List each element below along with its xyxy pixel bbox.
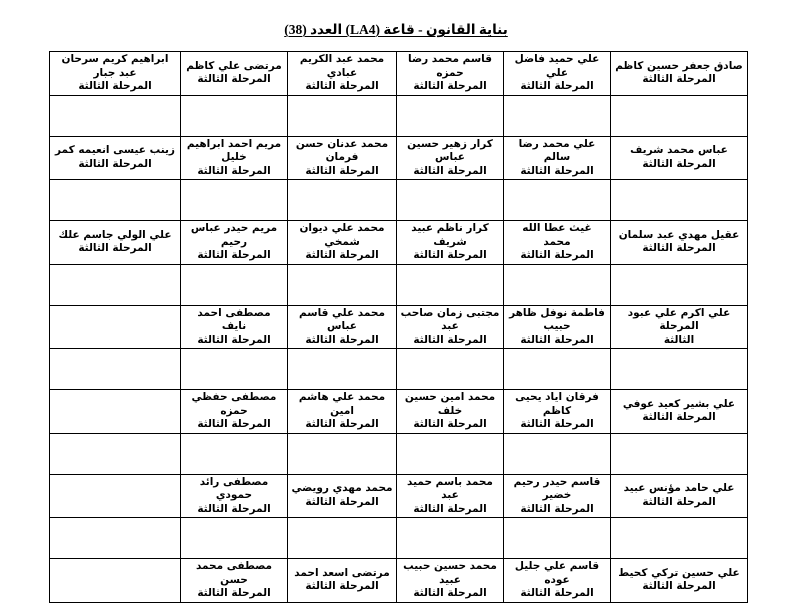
student-stage: المرحلة الثالثة (78, 242, 152, 255)
student-stage: المرحلة الثالثة (520, 502, 594, 515)
student-name: قاسم علي جليل عوده (514, 560, 600, 586)
student-name: محمد امين حسين خلف (404, 391, 496, 417)
student-stage: المرحلة الثالثة (642, 580, 716, 593)
empty-cell (50, 433, 181, 474)
empty-cell (397, 518, 504, 559)
empty-cell (181, 264, 288, 305)
student-stage: المرحلة الثالثة (197, 164, 271, 177)
student-stage: المرحلة الثالثة (413, 418, 487, 430)
student-name: فرقان اياد يحيى كاظم (515, 391, 599, 417)
student-name: غيث عطا الله محمد (522, 222, 592, 248)
student-cell (288, 52, 397, 96)
empty-cell (288, 433, 397, 474)
empty-cell (50, 305, 181, 349)
student-name: قاسم حيدر رحيم خضير (513, 475, 601, 501)
names-row (50, 52, 748, 96)
student-cell (611, 305, 748, 349)
student-stage: المرحلة الثالثة (197, 502, 271, 515)
student-cell (504, 390, 611, 434)
student-cell (397, 559, 504, 603)
student-name: علي بشير كعيد عوفي (622, 397, 736, 410)
student-name: مرتضى علي كاظم (186, 59, 282, 72)
student-cell (611, 474, 748, 518)
student-cell (181, 221, 288, 265)
empty-cell (504, 95, 611, 136)
student-name: كرار ناظم عبيد شريف (411, 222, 489, 248)
empty-cell (181, 180, 288, 221)
student-stage: المرحلة الثالثة (305, 249, 379, 261)
student-cell (397, 474, 504, 518)
student-stage: المرحلة الثالثة (520, 418, 594, 430)
empty-cell (288, 518, 397, 559)
student-cell (288, 221, 397, 265)
student-cell (288, 136, 397, 180)
empty-cell (50, 180, 181, 221)
names-row (50, 136, 748, 180)
student-cell (288, 305, 397, 349)
empty-cell (397, 264, 504, 305)
student-cell (50, 221, 181, 265)
student-name: محمد مهدي رويضي (291, 482, 393, 495)
student-name: زينب عيسى انعيمه كمر (55, 144, 175, 157)
student-name: محمد علي قاسم عباس (299, 306, 385, 332)
spacer-row (50, 95, 748, 136)
names-row (50, 474, 748, 518)
student-name: مريم احمد ابراهيم خليل (186, 137, 282, 163)
empty-cell (181, 95, 288, 136)
empty-cell (288, 95, 397, 136)
empty-cell (181, 349, 288, 390)
empty-cell (288, 180, 397, 221)
student-cell (288, 559, 397, 603)
roster-table (49, 51, 748, 603)
student-name: مجتبى زمان صاحب عبد (400, 306, 500, 332)
page-title: بناية القانون - قاعة (LA4) العدد (38) (284, 22, 508, 37)
student-stage: المرحلة الثالثة (413, 333, 487, 346)
student-stage: المرحلة الثالثة (78, 80, 152, 92)
student-cell (611, 390, 748, 434)
student-name: محمد علي ديوان شمخي (299, 222, 385, 248)
student-stage: المرحلة الثالثة (642, 242, 716, 255)
student-stage: المرحلة الثالثة (413, 587, 487, 599)
student-stage: المرحلة الثالثة (197, 333, 271, 346)
spacer-row (50, 264, 748, 305)
empty-cell (504, 180, 611, 221)
student-name: ابراهيم كريم سرحان عبد جبار (61, 53, 169, 79)
student-name: عباس محمد شريف (630, 144, 728, 157)
empty-cell (50, 390, 181, 434)
student-stage: المرحلة الثالثة (305, 495, 379, 508)
names-row (50, 559, 748, 603)
student-name: محمد حسين حبيب عبيد (403, 560, 497, 586)
student-stage: المرحلة الثالثة (413, 164, 487, 177)
empty-cell (611, 433, 748, 474)
student-name: صادق جعفر حسين كاظم (615, 59, 743, 72)
empty-cell (50, 518, 181, 559)
student-cell (504, 559, 611, 603)
student-name: مصطفى حفظي حمزه (191, 391, 277, 417)
student-stage: المرحلة الثالثة (305, 80, 379, 92)
names-row (50, 221, 748, 265)
student-name: علي حسين تركي كحيط (618, 566, 740, 579)
empty-cell (611, 180, 748, 221)
student-name: مصطفى رائد حمودي (199, 475, 269, 501)
student-stage: المرحلة الثالثة (413, 249, 487, 261)
student-cell (397, 136, 504, 180)
empty-cell (504, 433, 611, 474)
student-stage: الثالثة (663, 333, 695, 346)
empty-cell (50, 264, 181, 305)
student-cell (504, 136, 611, 180)
student-cell (397, 305, 504, 349)
student-stage: المرحلة الثالثة (305, 164, 379, 177)
student-cell (181, 136, 288, 180)
student-stage: المرحلة الثالثة (520, 80, 594, 92)
student-stage: المرحلة الثالثة (413, 80, 487, 92)
student-cell (181, 559, 288, 603)
student-stage: المرحلة الثالثة (642, 157, 716, 170)
student-cell (504, 305, 611, 349)
empty-cell (397, 180, 504, 221)
student-name: محمد باسم حميد عبد (407, 475, 493, 501)
student-stage: المرحلة الثالثة (197, 73, 271, 86)
empty-cell (50, 559, 181, 603)
student-name: محمد عبد الكريم عبادي (299, 53, 385, 79)
student-cell (288, 390, 397, 434)
student-cell (181, 305, 288, 349)
student-name: مصطفى احمد نايف (197, 306, 271, 332)
student-cell (611, 221, 748, 265)
empty-cell (397, 433, 504, 474)
empty-cell (288, 349, 397, 390)
student-stage: المرحلة الثالثة (78, 157, 152, 170)
student-name: علي اكرم علي عبود المرحلة (627, 306, 731, 332)
student-name: مرتضى اسعد احمد (294, 566, 390, 579)
empty-cell (504, 349, 611, 390)
student-name: محمد علي هاشم امين (298, 391, 386, 417)
student-stage: المرحلة الثالثة (642, 411, 716, 424)
student-cell (50, 136, 181, 180)
student-name: كرار زهير حسين عباس (407, 137, 493, 163)
student-stage: المرحلة الثالثة (520, 333, 594, 346)
student-cell (397, 52, 504, 96)
student-stage: المرحلة الثالثة (520, 587, 594, 599)
student-cell (50, 52, 181, 96)
empty-cell (611, 518, 748, 559)
student-cell (504, 52, 611, 96)
spacer-row (50, 349, 748, 390)
student-cell (504, 221, 611, 265)
student-cell (611, 52, 748, 96)
empty-cell (181, 433, 288, 474)
empty-cell (611, 349, 748, 390)
student-cell (181, 52, 288, 96)
student-name: علي الولي جاسم علك (58, 228, 172, 241)
student-cell (397, 221, 504, 265)
student-name: مريم حيدر عباس رحيم (190, 222, 278, 248)
names-row (50, 305, 748, 349)
student-cell (611, 559, 748, 603)
student-cell (504, 474, 611, 518)
spacer-row (50, 433, 748, 474)
roster-table-body (50, 52, 748, 603)
empty-cell (288, 264, 397, 305)
student-name: عقيل مهدي عبد سلمان (618, 228, 740, 241)
empty-cell (50, 349, 181, 390)
student-cell (288, 474, 397, 518)
empty-cell (397, 95, 504, 136)
student-stage: المرحلة الثالثة (305, 333, 379, 346)
empty-cell (50, 474, 181, 518)
empty-cell (397, 349, 504, 390)
student-cell (181, 474, 288, 518)
names-row (50, 390, 748, 434)
student-stage: المرحلة الثالثة (642, 495, 716, 508)
student-stage: المرحلة الثالثة (305, 418, 379, 430)
empty-cell (504, 518, 611, 559)
empty-cell (504, 264, 611, 305)
student-stage: المرحلة الثالثة (520, 249, 594, 261)
empty-cell (181, 518, 288, 559)
student-stage: المرحلة الثالثة (197, 418, 271, 430)
student-stage: المرحلة الثالثة (305, 580, 379, 593)
student-name: قاسم محمد رضا حمزه (408, 53, 492, 79)
student-name: علي حامد مؤنس عبيد (623, 482, 735, 495)
student-stage: المرحلة الثالثة (642, 73, 716, 86)
student-name: فاطمة نوفل ظاهر حبيب (509, 306, 605, 332)
student-name: محمد عدنان حسن فرمان (295, 137, 389, 163)
student-name: علي محمد رضا سالم (518, 137, 596, 163)
empty-cell (611, 95, 748, 136)
student-name: علي حميد فاضل علي (514, 53, 600, 79)
spacer-row (50, 180, 748, 221)
empty-cell (50, 95, 181, 136)
student-cell (181, 390, 288, 434)
empty-cell (611, 264, 748, 305)
student-cell (611, 136, 748, 180)
spacer-row (50, 518, 748, 559)
student-stage: المرحلة الثالثة (413, 502, 487, 515)
student-stage: المرحلة الثالثة (197, 249, 271, 261)
student-stage: المرحلة الثالثة (197, 587, 271, 599)
student-stage: المرحلة الثالثة (520, 164, 594, 177)
student-cell (397, 390, 504, 434)
student-name: مصطفى محمد حسن (195, 560, 273, 586)
